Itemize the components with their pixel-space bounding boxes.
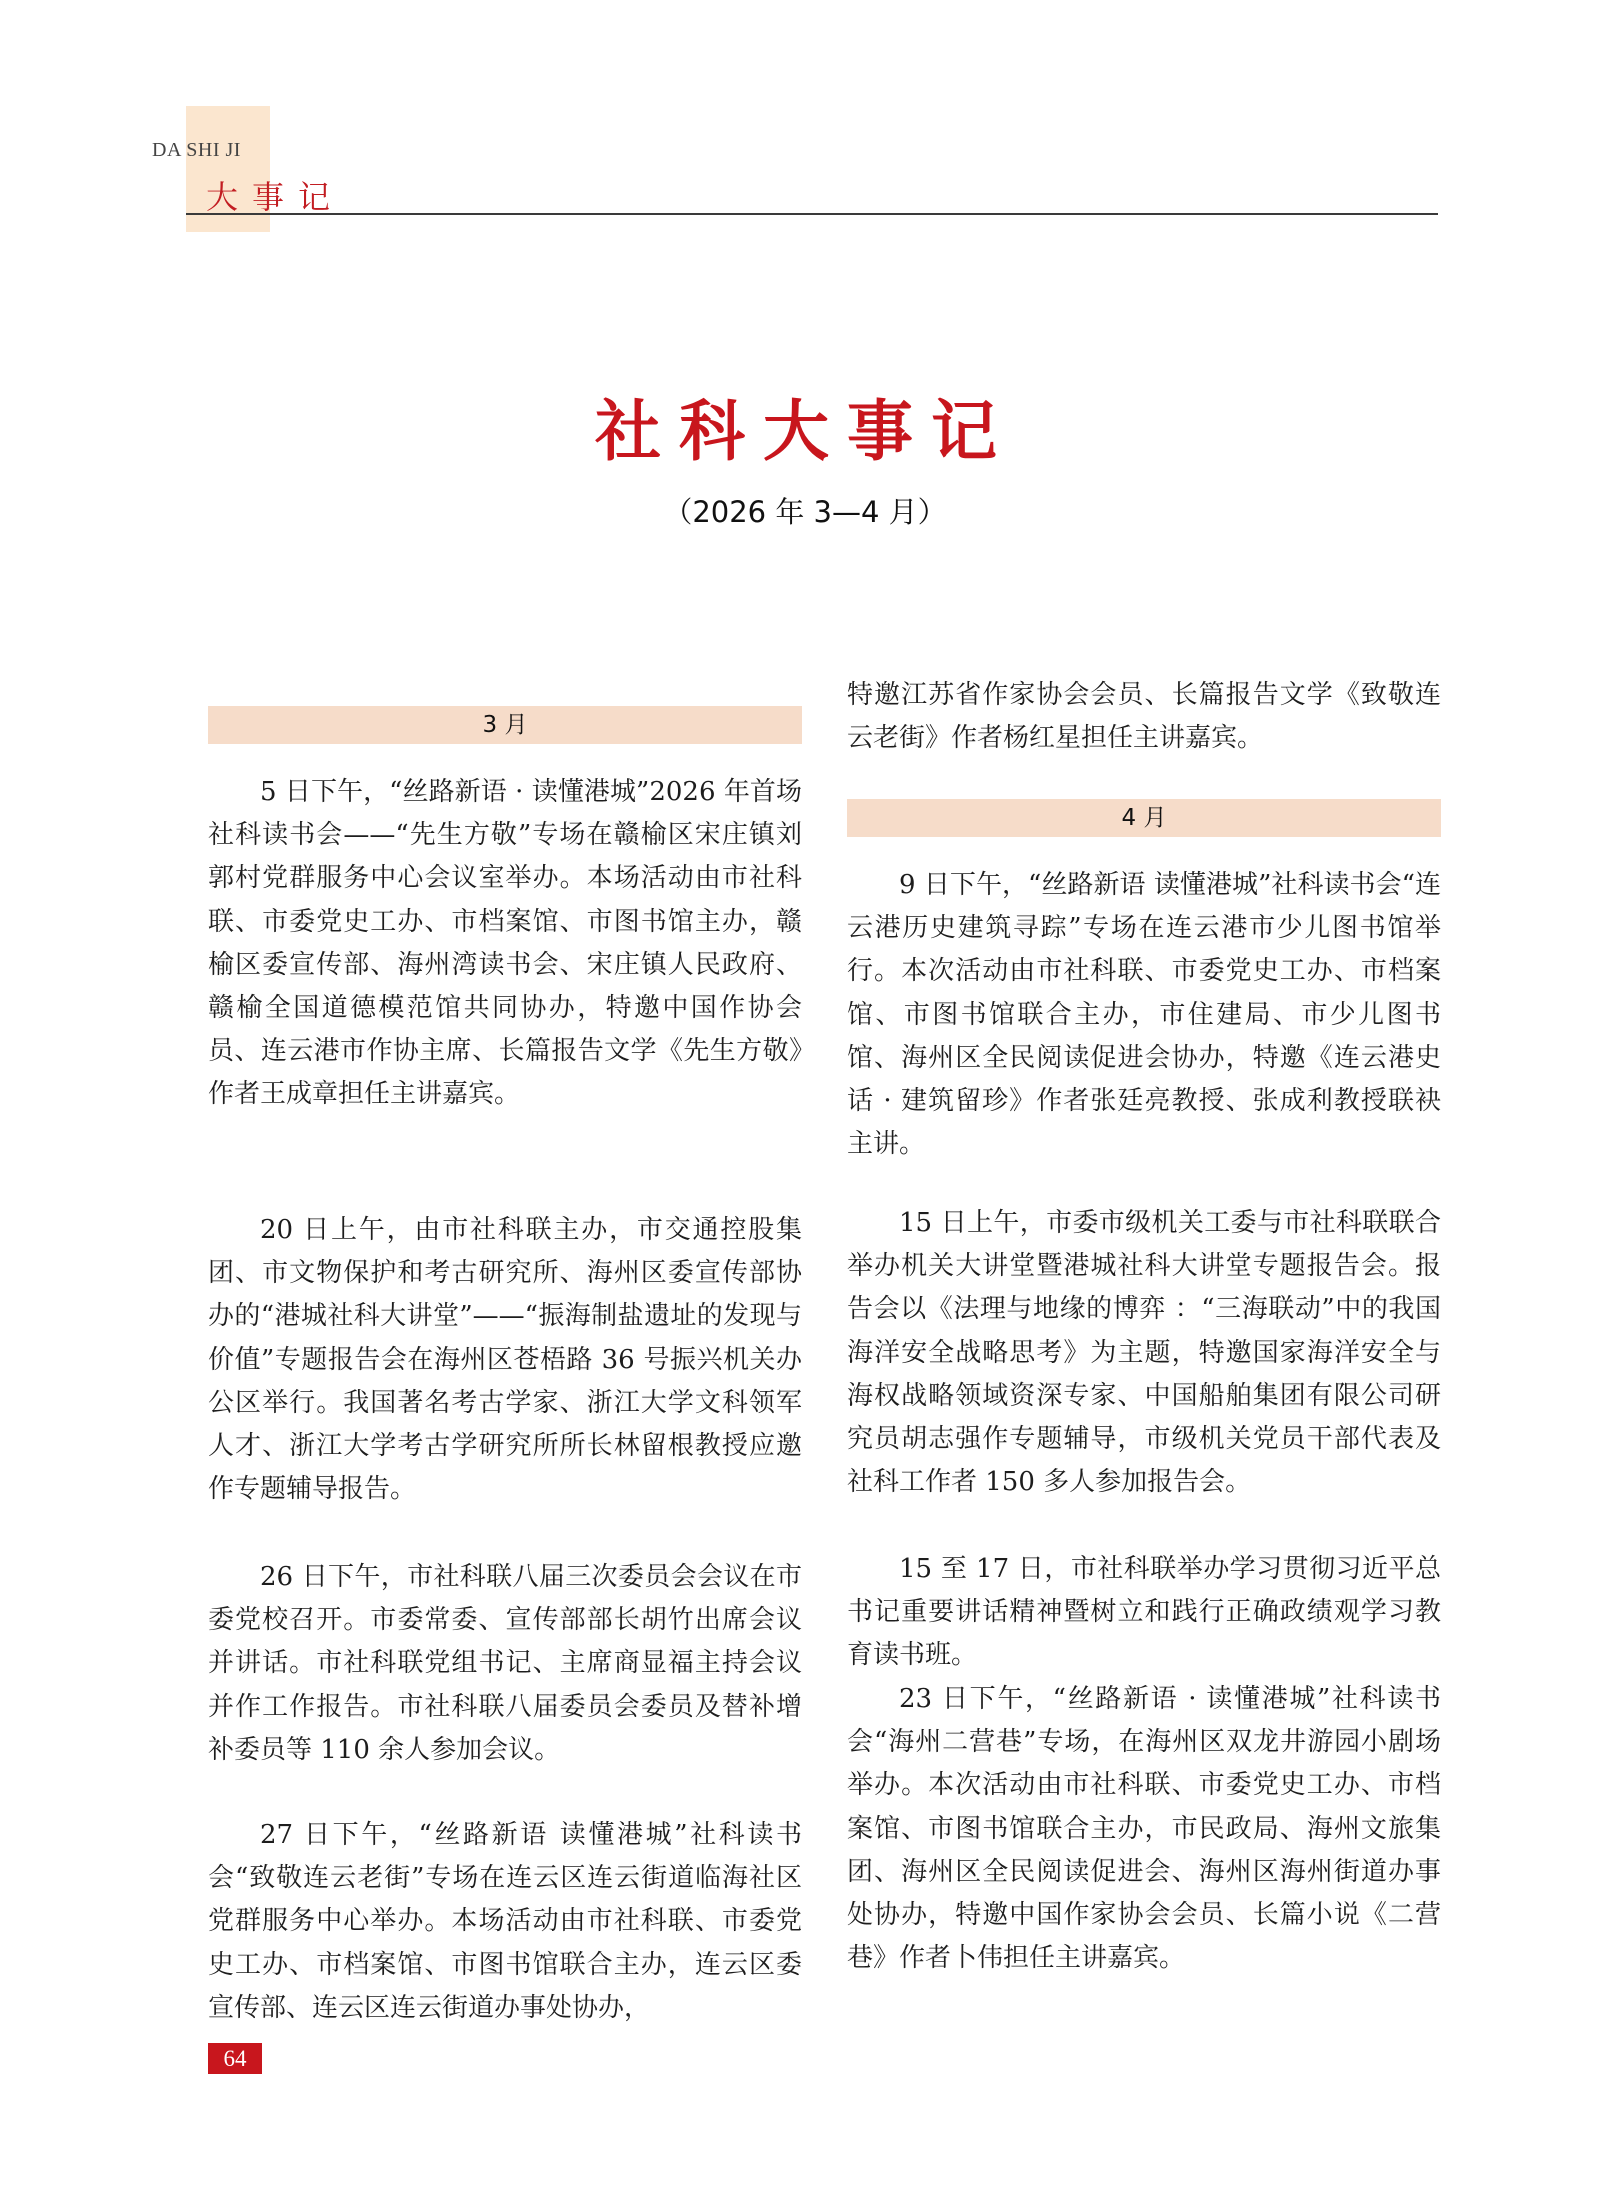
- page-subtitle: （2026 年 3—4 月）: [663, 495, 947, 529]
- entry-paragraph-continuation: 特邀江苏省作家协会会员、长篇报告文学《致敬连云老街》作者杨红星担任主讲嘉宾。: [847, 680, 1441, 754]
- entry-paragraph: 26 日下午，市社科联八届三次委员会会议在市委党校召开。市委常委、宣传部部长胡竹出席会议并讲话。市社科联党组书记、主席商显福主持会议并作工作报告。市社科联八届委员会委员及替补增补委员等 110 余人参加会议。: [208, 1562, 802, 1765]
- header-rule: [186, 213, 1438, 215]
- header-english-label: DA SHI JI: [152, 139, 241, 161]
- entry-paragraph: 20 日上午，由市社科联主办，市交通控股集团、市文物保护和考古研究所、海州区委宣传部协办的“港城社科大讲堂”——“振海制盐遗址的发现与价值”专题报告会在海州区苍梧路 36 号振兴机关办公区举行。我国著名考古学家、浙江大学文科领军人才、浙江大学考古学研究所所长林留根教授应邀作专题辅导报告。: [208, 1215, 802, 1505]
- entry-paragraph: 27 日下午，“丝路新语 读懂港城”社科读书会“致敬连云老街”专场在连云区连云街道临海社区党群服务中心举办。本场活动由市社科联、市委党史工办、市档案馆、市图书馆联合主办，连云区委宣传部、连云区连云街道办事处协办，: [208, 1820, 802, 2023]
- page-number: 64: [208, 2043, 262, 2074]
- header-chinese-label: 大事记: [206, 178, 345, 216]
- entry-paragraph: 15 日上午，市委市级机关工委与市社科联联合举办机关大讲堂暨港城社科大讲堂专题报告会。报告会以《法理与地缘的博弈 ：“三海联动”中的我国海洋安全战略思考》为主题，特邀国家海洋安全与海权战略领域资深专家、中国船舶集团有限公司研究员胡志强作专题辅导，市级机关党员干部代表及社科工作者 150 多人参加报告会。: [847, 1208, 1441, 1498]
- entry-paragraph: 23 日下午，“丝路新语 · 读懂港城”社科读书会“海州二营巷”专场，在海州区双龙井游园小剧场举办。本次活动由市社科联、市委党史工办、市档案馆、市图书馆联合主办，市民政局、海州文旅集团、海州区全民阅读促进会、海州区海州街道办事处协办，特邀中国作家协会会员、长篇小说《二营巷》作者卜伟担任主讲嘉宾。: [847, 1684, 1441, 1974]
- entry-paragraph: 15 至 17 日，市社科联举办学习贯彻习近平总书记重要讲话精神暨树立和践行正确政绩观学习教育读书班。: [847, 1554, 1441, 1671]
- entry-paragraph: 9 日下午，“丝路新语 读懂港城”社科读书会“连云港历史建筑寻踪”专场在连云港市少儿图书馆举行。本次活动由市社科联、市委党史工办、市档案馆、市图书馆联合主办，市住建局、市少儿图书馆、海州区全民阅读促进会协办，特邀《连云港史话 · 建筑留珍》作者张廷亮教授、张成利教授联袂主讲。: [847, 870, 1441, 1160]
- entry-paragraph: 5 日下午，“丝路新语 · 读懂港城”2026 年首场社科读书会——“先生方敬”专场在赣榆区宋庄镇刘郭村党群服务中心会议室举办。本场活动由市社科联、市委党史工办、市档案馆、市图书馆主办，赣榆区委宣传部、海州湾读书会、宋庄镇人民政府、赣榆全国道德模范馆共同协办，特邀中国作协会员、连云港市作协主席、长篇报告文学《先生方敬》作者王成章担任主讲嘉宾。: [208, 777, 802, 1110]
- month-heading-april: 4 月: [847, 799, 1441, 837]
- page-title: 社科大事记: [595, 393, 1015, 470]
- month-heading-march: 3 月: [208, 706, 802, 744]
